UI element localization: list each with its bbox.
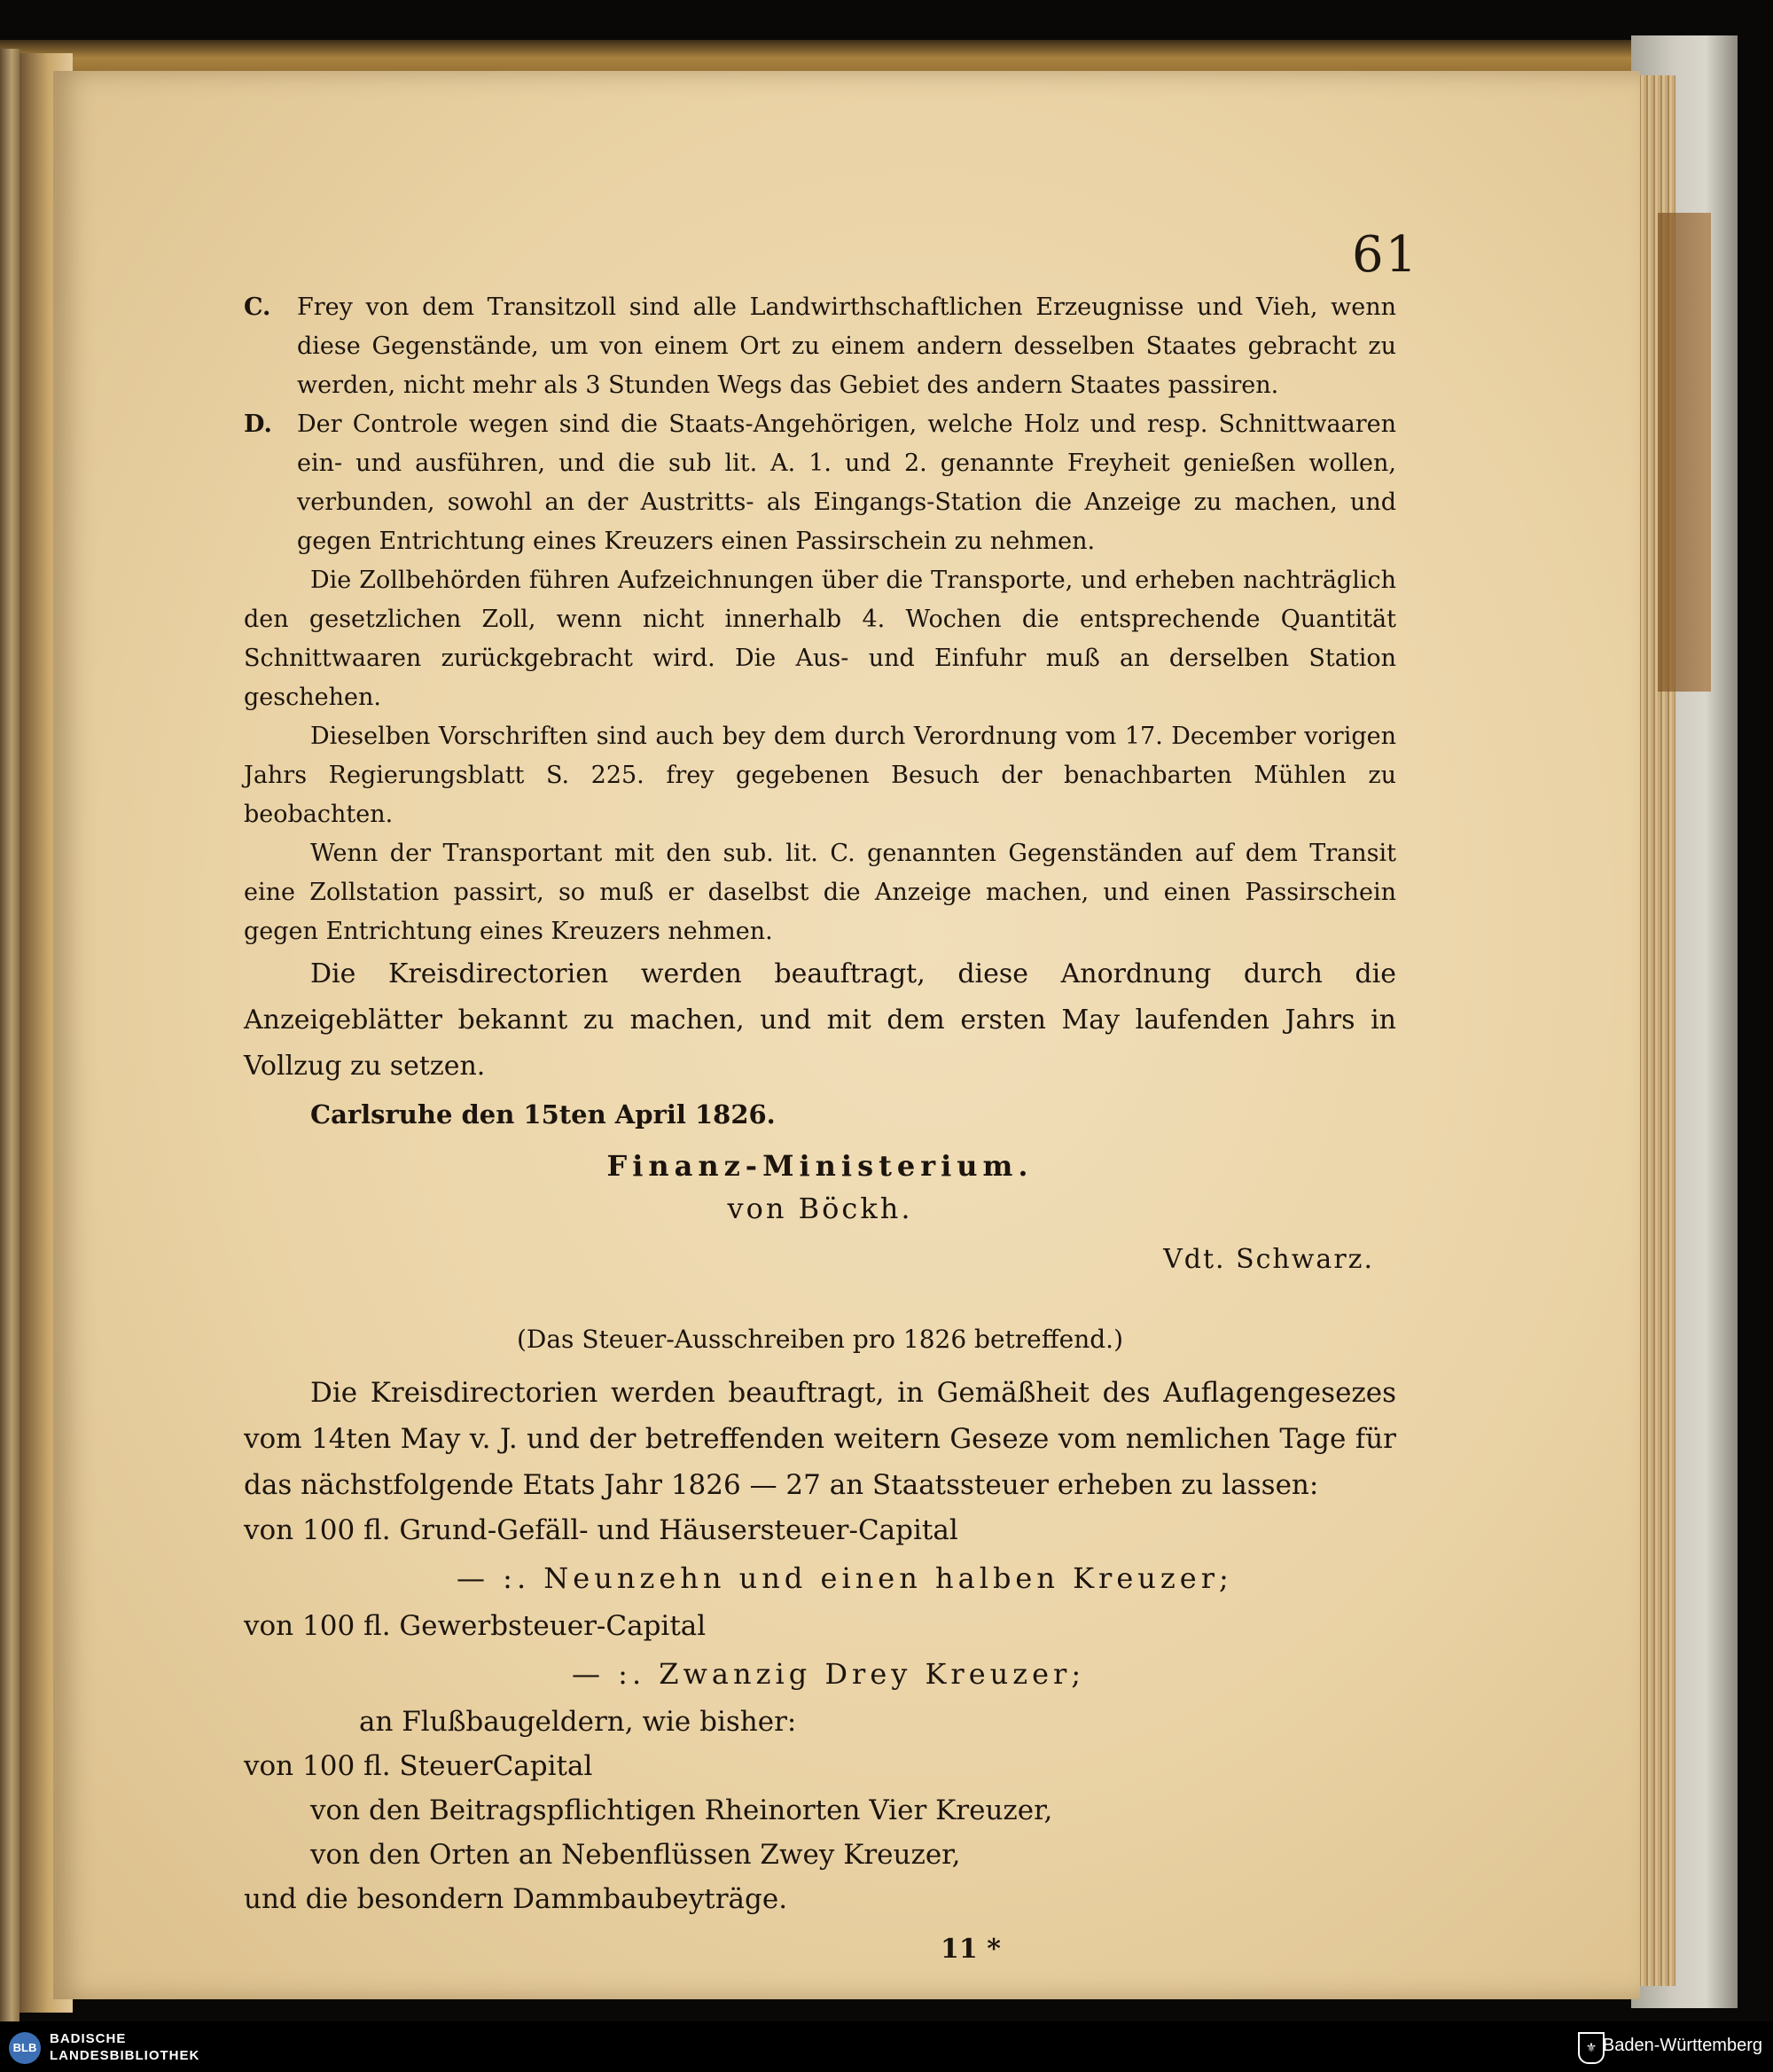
library-name-line: BADISCHE <box>50 2031 127 2046</box>
cover-stain <box>1658 213 1711 692</box>
left-page-edge <box>0 49 20 2021</box>
item-text: Der Controle wegen sind die Staats-Angehörigen, welche Holz und resp. Schnittwaaren ein- und ausführen, und die sub lit. A. 1. und 2. genannte Freyheit genießen wollen, verbunden, sowohl an der Austritts- als Eingangs-Station die Anzeige zu machen, und gegen Entrichtung eines Kreuzers einen Passirschein zu nehmen. <box>297 410 1396 555</box>
blb-logo-icon: BLB <box>9 2032 41 2064</box>
paragraph: Wenn der Transportant mit den sub. lit. C. genannten Gegenständen auf dem Transit eine Zollstation passirt, so muß er daselbst die Anzeige machen, und einen Passirschein gegen Entrichtung eines Kreuzers nehmen. <box>244 840 1396 945</box>
paragraph: Die Kreisdirectorien werden beauftragt, diese Anordnung durch die Anzeigeblätter bekannt zu machen, und mit dem ersten May laufenden Jahrs in Vollzug zu setzen. <box>244 958 1396 1082</box>
signatory: von Böckh. <box>727 1192 913 1225</box>
page-number: 61 <box>1352 226 1419 284</box>
tax-row: von 100 fl. Gewerbsteuer-Capital <box>244 1610 707 1642</box>
date-line: Carlsruhe den 15ten April 1826. <box>310 1099 776 1130</box>
coat-of-arms-icon: ⚜ <box>1578 2032 1605 2064</box>
countersignature: Vdt. Schwarz. <box>1163 1244 1374 1275</box>
page-body <box>244 288 1396 1969</box>
state-name: Baden-Württemberg <box>1602 2036 1762 2055</box>
item-c <box>244 288 1396 405</box>
ministry-name: Finanz-Ministerium. <box>606 1149 1034 1183</box>
tax-row: von den Orten an Nebenflüssen Zwey Kreuzer, <box>310 1839 961 1871</box>
section-heading: (Das Steuer-Ausschreiben pro 1826 betreffend.) <box>516 1325 1123 1354</box>
paragraph: Dieselben Vorschriften sind auch bey dem durch Verordnung vom 17. December vorigen Jahrs Regierungsblatt S. 225. frey gegebenen Besuch der benachbarten Mühlen zu beobachten. <box>244 723 1396 828</box>
library-name <box>50 2030 199 2064</box>
viewer-footer <box>0 2021 1773 2072</box>
tax-paragraph: Die Kreisdirectorien werden beauftragt, in Gemäßheit des Auflagengesezes vom 14ten May v. J. und der betreffenden weitern Geseze vom nemlichen Tage für das nächstfolgende Etats Jahr 1826 — 27 an Staatssteuer erheben zu lassen: <box>244 1377 1396 1501</box>
tax-row: von 100 fl. SteuerCapital <box>244 1750 593 1782</box>
tax-rate: — :. Zwanzig Drey Kreuzer; <box>572 1657 1086 1691</box>
item-label: D. <box>244 410 272 438</box>
printer-signature-mark: 11 * <box>941 1934 1001 1965</box>
tax-row: und die besondern Dammbaubeyträge. <box>244 1883 788 1915</box>
item-text: Frey von dem Transitzoll sind alle Landwirthschaftlichen Erzeugnisse und Vieh, wenn diese Gegenstände, um von einem Ort zu einem andern desselben Staates gebracht zu werden, nicht mehr als 3 Stunden Wegs das Gebiet des andern Staates passiren. <box>297 293 1396 399</box>
paragraph: Die Zollbehörden führen Aufzeichnungen über die Transporte, und erheben nachträglich den gesetzlichen Zoll, wenn nicht innerhalb 4. Wochen die entsprechende Quantität Schnittwaaren zurückgebracht wird. Die Aus- und Einfuhr muß an derselben Station geschehen. <box>244 567 1396 711</box>
tax-row: an Flußbaugeldern, wie bisher: <box>359 1706 797 1738</box>
tax-row: von 100 fl. Grund-Gefäll- und Häusersteuer-Capital <box>244 1514 958 1546</box>
item-label: C. <box>244 293 271 321</box>
tax-row: von den Beitragspflichtigen Rheinorten Vier Kreuzer, <box>310 1794 1053 1826</box>
tax-rate: — :. Neunzehn und einen halben Kreuzer; <box>457 1561 1233 1595</box>
item-d <box>244 405 1396 561</box>
library-name-line: LANDESBIBLIOTHEK <box>50 2048 200 2063</box>
